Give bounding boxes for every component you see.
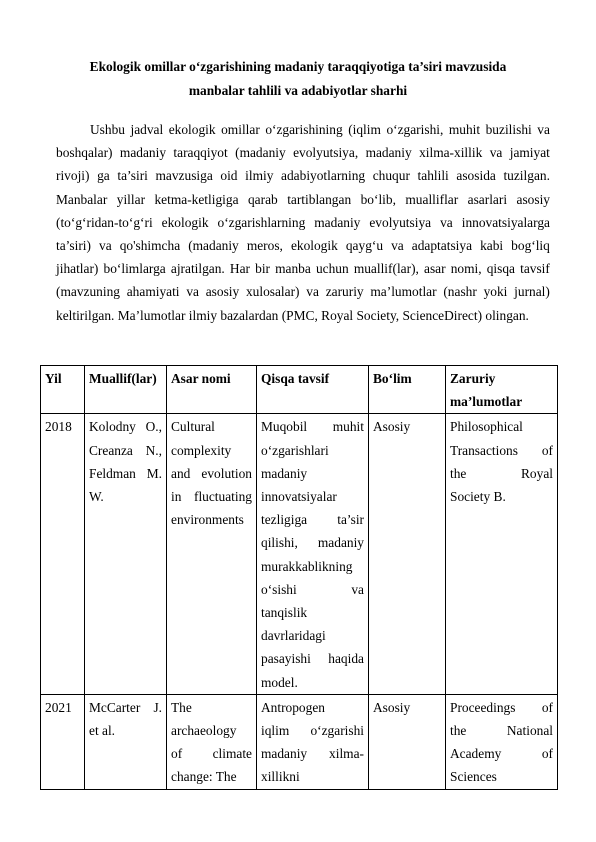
- word: uchun: [315, 261, 349, 277]
- word: (mavzuning: [56, 284, 120, 300]
- word: evolyutsiya,: [293, 145, 359, 161]
- word: (madaniy: [235, 145, 286, 161]
- document-title: [40, 55, 556, 103]
- word: jamiyat: [509, 145, 550, 161]
- title-line-1: Ekologik omillar o‘zgarishining madaniy taraqqiyotiga ta’siri mavzusida: [89, 59, 507, 74]
- intro-line: [56, 164, 550, 187]
- word: muallif(lar),: [353, 261, 419, 277]
- cell-line: madaniy xilma-: [261, 746, 364, 762]
- cell-line: Kolodny O.,: [89, 419, 162, 435]
- word: xilma-xillik: [419, 145, 483, 161]
- header-section: Bo‘lim: [369, 366, 446, 414]
- word: asosida: [456, 168, 496, 184]
- word: ketma-ketligiga: [154, 191, 239, 207]
- word: oid: [220, 168, 238, 184]
- cell-line: of climate: [171, 746, 252, 762]
- word: asar: [424, 261, 446, 277]
- cell-line: qilishi, madaniy: [261, 535, 364, 551]
- intro-line: keltirilgan. Ma’lumotlar ilmiy bazalardan (PMC, Royal Society, ScienceDirect) olingan.: [56, 307, 529, 323]
- summary-cell: [257, 414, 369, 694]
- cell-line: davrlaridagi: [261, 628, 326, 644]
- cell-line: the Royal: [450, 465, 553, 481]
- cell-line: in fluctuating: [171, 489, 252, 505]
- word: asosiy: [205, 284, 240, 300]
- cell-line: model.: [261, 674, 298, 690]
- word: tavsif: [520, 261, 550, 277]
- word: (madaniy: [188, 238, 239, 254]
- word: Har: [229, 261, 250, 277]
- cell-line: Transactions of: [450, 442, 553, 458]
- word: bog‘liq: [511, 238, 550, 254]
- word: buzilishi: [485, 122, 532, 137]
- cell-line: Creanza N.,: [89, 442, 162, 458]
- word: innovatsiyalarga: [461, 214, 550, 230]
- word: (nashr: [443, 284, 477, 300]
- word: ta’siri: [117, 168, 148, 184]
- word: nomi,: [450, 261, 482, 277]
- cell-line: Proceedings of: [450, 699, 553, 715]
- word: madaniy: [314, 214, 361, 230]
- word: ta’siri): [56, 238, 91, 254]
- word: ekologik: [161, 214, 209, 230]
- cell-line: murakkablikning: [261, 558, 353, 574]
- cell-line: Cultural: [171, 419, 215, 435]
- title-line-2: manbalar tahlili va adabiyotlar sharhi: [188, 83, 408, 98]
- word: muhit: [448, 122, 481, 137]
- word: mualliflar: [405, 191, 459, 207]
- cell-line: tezligiga ta’sir: [261, 512, 364, 528]
- word: (iqlim: [348, 122, 381, 137]
- word: qayg‘u: [345, 238, 384, 254]
- word: ilmiy: [245, 168, 274, 184]
- cell-line: Academy of: [450, 746, 553, 762]
- word: omillar: [221, 122, 260, 137]
- intro-line: [56, 280, 550, 303]
- sources-table: [40, 365, 558, 790]
- cell-line: The: [171, 699, 192, 715]
- word: va: [306, 284, 319, 300]
- header-year: Yil: [41, 366, 85, 414]
- word: o‘zgarishining: [265, 122, 343, 137]
- word: (to‘g‘ridan-to‘g‘ri: [56, 214, 153, 230]
- work-cell: [167, 414, 257, 694]
- intro-line: [56, 188, 550, 211]
- intro-line: [56, 141, 550, 164]
- word: kabi: [480, 238, 504, 254]
- word: asosiy: [516, 191, 550, 207]
- cell-line: environments: [171, 512, 244, 528]
- cell-line: et al.: [89, 723, 116, 739]
- word: xulosalar): [245, 284, 300, 300]
- intro-line: [56, 257, 550, 280]
- cell-line: change: The: [171, 769, 237, 785]
- word: va: [440, 214, 453, 230]
- intro-paragraph: [56, 118, 550, 327]
- cell-line: iqlim o‘zgarishi: [261, 723, 364, 739]
- word: ekologik: [168, 122, 216, 137]
- word: zaruriy: [325, 284, 364, 300]
- word: va: [489, 145, 503, 161]
- word: o‘zgarishi,: [386, 122, 444, 137]
- cell-line: innovatsiyalar: [261, 489, 337, 505]
- cell-line: Philosophical: [450, 419, 523, 435]
- cell-line: Feldman M.: [89, 465, 162, 481]
- info-cell: [446, 694, 558, 789]
- table-row: [41, 694, 558, 789]
- word: mavzusiga: [155, 168, 213, 184]
- cell-line: tanqislik: [261, 605, 308, 621]
- table-row: [41, 414, 558, 694]
- cell-line: W.: [89, 489, 104, 505]
- cell-line: the National: [450, 723, 553, 739]
- word: meros,: [246, 238, 283, 254]
- cell-line: Society B.: [450, 489, 506, 505]
- word: qo'shimcha: [119, 238, 181, 254]
- word: va: [391, 238, 404, 254]
- cell-line: Asosiy: [373, 699, 411, 715]
- cell-line: o‘sishi va: [261, 581, 364, 597]
- word: qisqa: [486, 261, 515, 277]
- word: ahamiyati: [126, 284, 180, 300]
- word: o‘zgarishlarning: [217, 214, 306, 230]
- word: madaniy: [119, 145, 167, 161]
- year-cell: [41, 414, 85, 694]
- intro-line: [56, 234, 550, 257]
- cell-line: Sciences: [450, 769, 497, 785]
- authors-cell: [85, 414, 167, 694]
- header-authors: Muallif(lar): [85, 366, 167, 414]
- word: qarab: [247, 191, 278, 207]
- section-cell: [369, 694, 446, 789]
- word: madaniy: [365, 145, 412, 161]
- word: va: [186, 284, 199, 300]
- word: manba: [275, 261, 311, 277]
- cell-line: 2021: [45, 699, 72, 715]
- cell-line: pasayishi haqida: [261, 651, 364, 667]
- intro-line: [56, 211, 550, 234]
- word: Manbalar: [56, 191, 108, 207]
- word: va: [99, 238, 112, 254]
- summary-cell: [257, 694, 369, 789]
- word: bo‘lib,: [360, 191, 396, 207]
- word: chuqur: [372, 168, 410, 184]
- word: asarlari: [467, 191, 508, 207]
- cell-line: McCarter J.: [89, 699, 162, 715]
- word: bir: [255, 261, 270, 277]
- word: tahlili: [417, 168, 449, 184]
- word: evolyutsiya: [369, 214, 432, 230]
- cell-line: Antropogen: [261, 699, 325, 715]
- work-cell: [167, 694, 257, 789]
- word: ma’lumotlar: [370, 284, 437, 300]
- cell-line: archaeology: [171, 723, 237, 739]
- word: taraqqiyot: [173, 145, 228, 161]
- word: Ushbu: [90, 122, 125, 137]
- word: jadval: [130, 122, 164, 137]
- section-cell: [369, 414, 446, 694]
- cell-line: complexity: [171, 442, 232, 458]
- word: bo‘limlarga: [103, 261, 166, 277]
- header-info: Zaruriy ma’lumotlar: [446, 366, 558, 414]
- cell-line: 2018: [45, 419, 72, 435]
- word: ga: [97, 168, 110, 184]
- cell-line: Asosiy: [373, 419, 411, 435]
- header-summary: Qisqa tavsif: [257, 366, 369, 414]
- authors-cell: [85, 694, 167, 789]
- word: jihatlar): [56, 261, 99, 277]
- word: tuzilgan.: [503, 168, 550, 184]
- cell-line: Muqobil muhit: [261, 419, 364, 435]
- word: rivoji): [56, 168, 90, 184]
- word: ekologik: [290, 238, 338, 254]
- header-work: Asar nomi: [167, 366, 257, 414]
- cell-line: o‘zgarishlari: [261, 442, 329, 458]
- word: adabiyotlarning: [281, 168, 366, 184]
- table-header-row: [41, 366, 558, 414]
- word: adaptatsiya: [411, 238, 473, 254]
- intro-line: [56, 118, 550, 141]
- word: yoki: [483, 284, 508, 300]
- word: ajratilgan.: [170, 261, 225, 277]
- cell-line: madaniy: [261, 465, 308, 481]
- cell-line: and evolution: [171, 465, 252, 481]
- word: va: [537, 122, 550, 137]
- word: yillar: [116, 191, 146, 207]
- info-cell: [446, 414, 558, 694]
- word: jurnal): [514, 284, 550, 300]
- word: tartiblangan: [287, 191, 352, 207]
- word: boshqalar): [56, 145, 113, 161]
- year-cell: [41, 694, 85, 789]
- cell-line: xillikni: [261, 769, 300, 785]
